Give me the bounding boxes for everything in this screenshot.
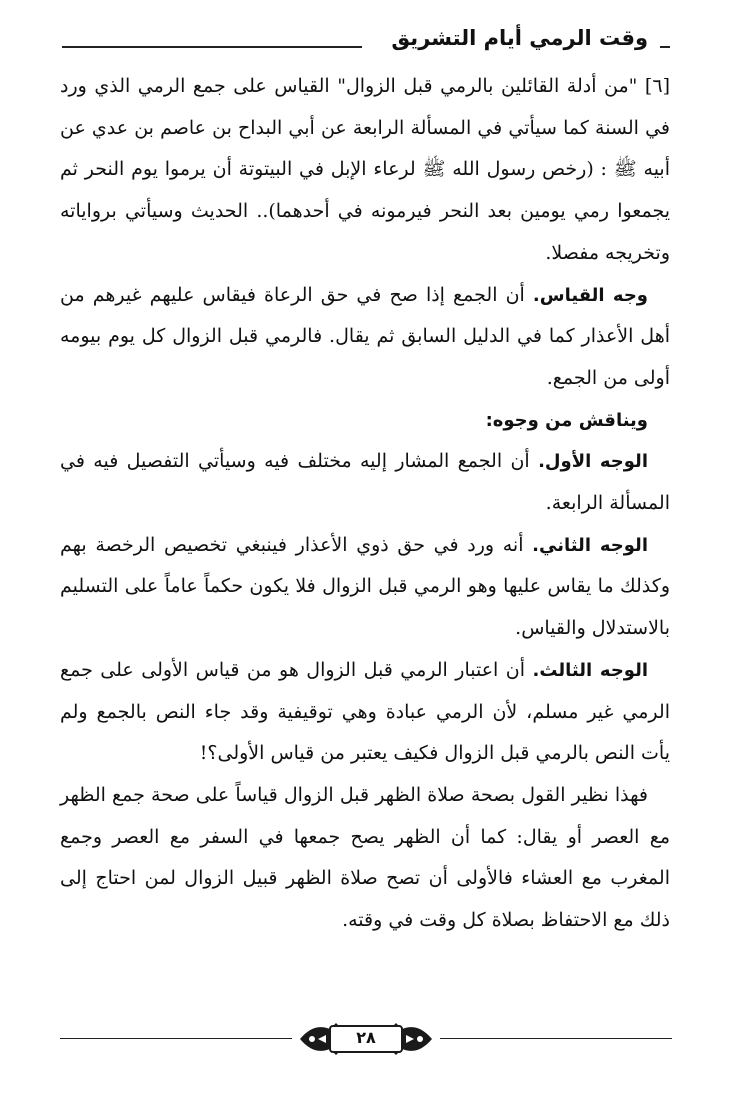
page-body	[60, 66, 670, 942]
footer-rule-left	[60, 1038, 292, 1039]
paragraph-4-text: أن الجمع المشار إليه مختلف فيه وسيأتي التفصيل فيه في المسألة الرابعة.	[60, 450, 670, 515]
paragraph-2-text: أن الجمع إذا صح في حق الرعاة فيقاس عليهم غيرهم من أهل الأعذار كما في الدليل السابق ثم يقال. فالرمي قبل الزوال كل يوم بيومه أولى من الجمع.	[60, 283, 670, 389]
paragraph-2-heading: وجه القياس.	[532, 284, 648, 306]
paragraph-5-heading: الوجه الثاني.	[532, 534, 648, 556]
running-header-title: وقت الرمي أيام التشريق	[385, 26, 654, 50]
paragraph-6	[60, 650, 670, 775]
page-footer	[60, 1015, 672, 1065]
running-header	[62, 22, 670, 62]
paragraph-5-text: أنه ورد في حق ذوي الأعذار فينبغي تخصيص الرخصة بهم وكذلك ما يقاس عليها وهو الرمي قبل الزوال فلا يكون حكماً عاماً على التسليم بالاستدلال والقياس.	[60, 533, 670, 640]
header-rule-end	[660, 46, 670, 48]
paragraph-3-heading: ويناقش من وجوه:	[485, 409, 648, 431]
paragraph-1-text: [٦] "من أدلة القائلين بالرمي قبل الزوال" القياس على جمع الرمي الذي ورد في السنة كما سيأتي في المسألة الرابعة عن أبي البداح بن عاصم بن عدي عن أبيه ﷺ : (رخص رسول الله ﷺ لرعاء الإبل في البيتوتة أن يرموا يوم النحر ثم يجمعوا رمي يومين بعد النحر فيرمونه في أحدهما).. الحديث وسيأتي برواياته وتخريجه مفصلا.	[60, 75, 670, 264]
paragraph-4-heading: الوجه الأول.	[538, 451, 648, 473]
footer-rule-right	[440, 1038, 672, 1039]
page-number: ٢٨	[356, 1028, 376, 1047]
paragraph-3	[60, 400, 670, 442]
paragraph-1	[60, 66, 670, 275]
paragraph-7	[60, 775, 670, 942]
paragraph-6-heading: الوجه الثالث.	[532, 659, 648, 681]
paragraph-4	[60, 441, 670, 524]
paragraph-5	[60, 525, 670, 650]
paragraph-6-text: أن اعتبار الرمي قبل الزوال هو من قياس الأولى على جمع الرمي غير مسلم، لأن الرمي عبادة وهي توقيفية وقد جاء النص بالجمع ولم يأت النص بالرمي قبل الزوال فكيف يعتبر من قياس الأولى؟!	[60, 658, 670, 765]
paragraph-2	[60, 275, 670, 400]
header-rule	[62, 46, 362, 48]
paragraph-7-text: فهذا نظير القول بصحة صلاة الظهر قبل الزوال قياساً على صحة جمع الظهر مع العصر أو يقال: كما أن الظهر يصح جمعها في السفر مع العصر وجمع المغرب مع العشاء فالأولى أن تصح صلاة الظهر قبيل الزوال لمن احتاج إلى ذلك مع الاحتفاظ بصلاة كل وقت في وقته.	[60, 783, 670, 932]
